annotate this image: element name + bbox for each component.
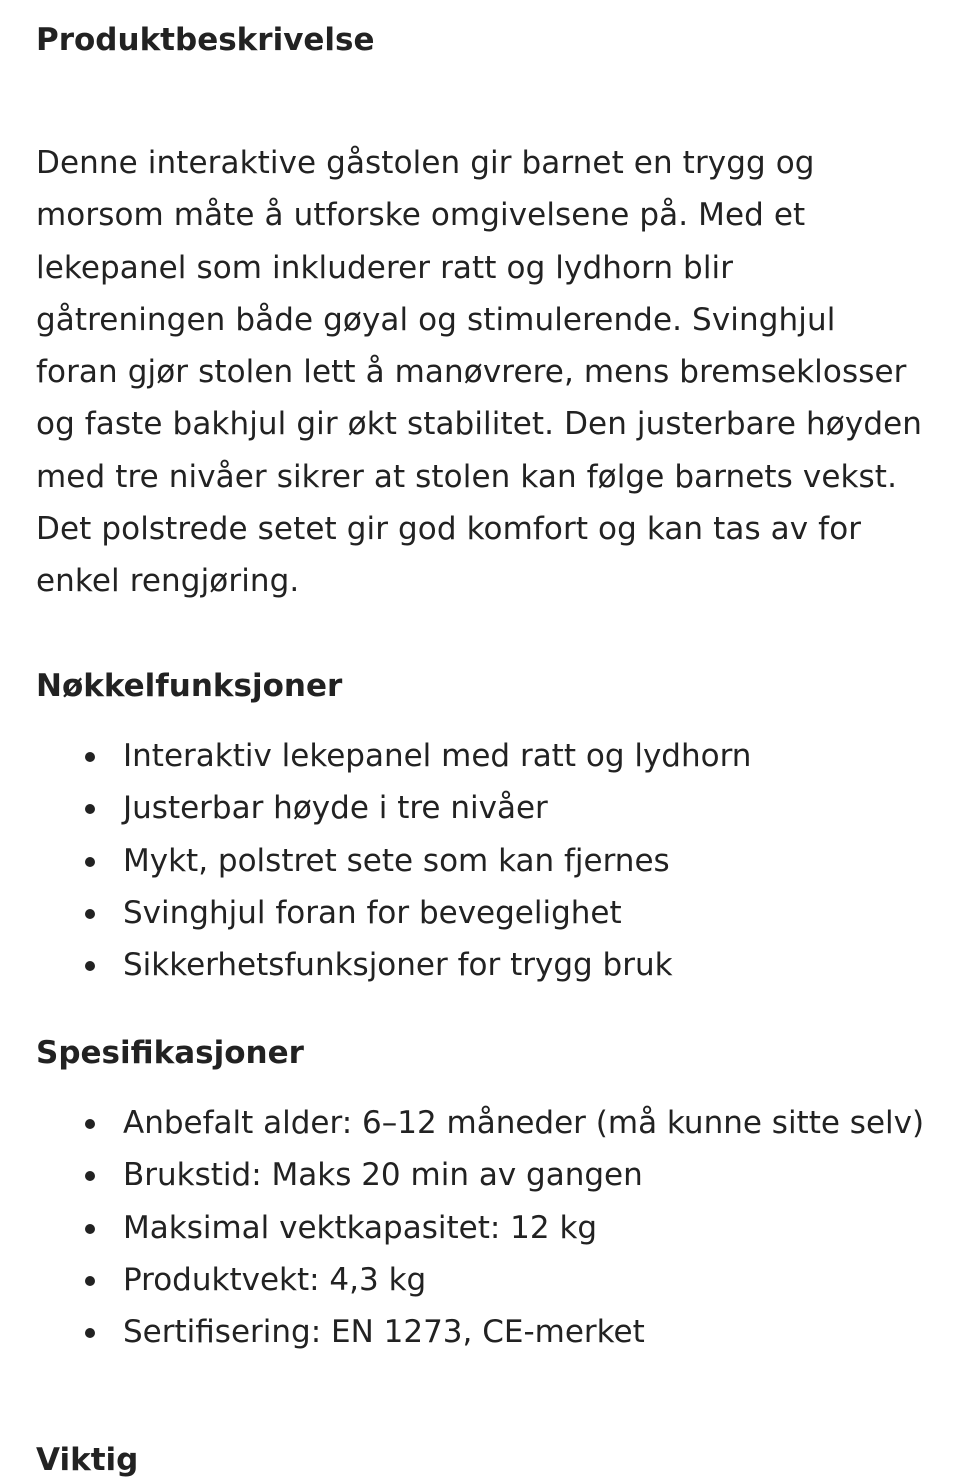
list-item-text: Anbefalt alder: 6–12 måneder (må kunne sitte selv) — [123, 1105, 925, 1141]
bullet-icon — [85, 1171, 95, 1181]
list-item — [36, 1306, 926, 1358]
list-item-text: Brukstid: Maks 20 min av gangen — [123, 1157, 643, 1194]
list-item-text: Produktvekt: 4,3 kg — [123, 1261, 427, 1298]
list-item-text: Justerbar høyde i tre nivåer — [123, 790, 548, 827]
bullet-icon — [85, 804, 95, 814]
specs-heading: Spesifikasjoner — [36, 1035, 304, 1071]
bullet-icon — [85, 857, 95, 867]
description-heading: Produktbeskrivelse — [36, 22, 375, 58]
description-text: Denne interaktive gåstolen gir barnet en trygg og morsom måte å utforske omgivelsene på. Med et lekepanel som inkluderer ratt og lydhorn blir gåtreningen både gøyal og stimulerende. Svinghjul foran gjør stolen lett å manøvrere, mens bremseklosser og faste bakhjul gir økt stabilitet. Den justerbare høyden med tre nivåer sikrer at stolen kan følge barnets vekst. Det polstrede setet gir god komfort og kan tas av for enkel rengjøring. — [36, 145, 923, 600]
list-item-text: Svinghjul foran for bevegelighet — [123, 894, 622, 931]
bullet-icon — [85, 1224, 95, 1234]
next-section-heading: Viktig — [36, 1442, 139, 1478]
list-item — [36, 1097, 926, 1149]
list-item-text: Sertifisering: EN 1273, CE-merket — [123, 1314, 645, 1351]
bullet-icon — [85, 1276, 95, 1286]
bullet-icon — [85, 961, 95, 971]
bullet-icon — [85, 1119, 95, 1129]
list-item — [36, 1202, 926, 1254]
bullet-icon — [85, 752, 95, 762]
list-item-text: Sikkerhetsfunksjoner for trygg bruk — [123, 947, 673, 984]
list-item — [36, 939, 926, 991]
list-item — [36, 887, 926, 939]
list-item — [36, 1149, 926, 1201]
bullet-icon — [85, 909, 95, 919]
list-item — [36, 835, 926, 887]
list-item — [36, 1254, 926, 1306]
list-item — [36, 730, 926, 782]
specs-list — [36, 1097, 926, 1358]
list-item — [36, 782, 926, 834]
list-item-text: Mykt, polstret sete som kan fjernes — [123, 842, 670, 879]
features-heading: Nøkkelfunksjoner — [36, 668, 343, 704]
list-item-text: Maksimal vektkapasitet: 12 kg — [123, 1209, 598, 1246]
bullet-icon — [85, 1328, 95, 1338]
features-list — [36, 730, 926, 991]
list-item-text: Interaktiv lekepanel med ratt og lydhorn — [123, 738, 752, 774]
